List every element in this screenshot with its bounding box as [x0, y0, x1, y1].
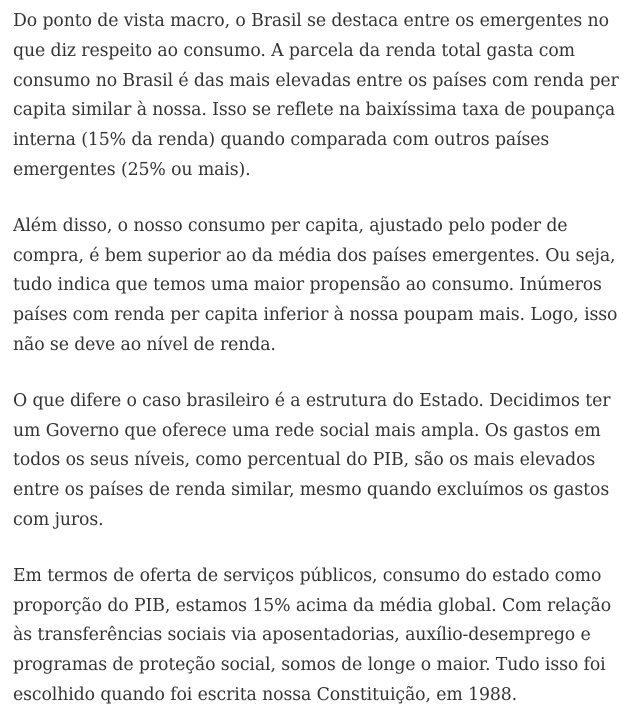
article-paragraph: Em termos de oferta de serviços públicos, consumo do estado como proporção do PIB, estamos 15% acima da média global. Com relação às transferências sociais via aposentadorias, auxílio-desemprego e programas de proteção social, somos de longe o maior. Tudo isso foi escolhido quando foi escrita nossa Constituição, em 1988. [13, 565, 612, 705]
article-paragraph: Além disso, o nosso consumo per capita, ajustado pelo poder de compra, é bem superior ao da média dos países emergentes. Ou seja, tudo indica que temos uma maior propensão ao consumo. Inúmeros países com renda per capita inferior à nossa poupam mais. Logo, isso não se deve ao nível de renda. [13, 215, 618, 355]
article-paragraph: Do ponto de vista macro, o Brasil se destaca entre os emergentes no que diz respeito ao consumo. A parcela da renda total gasta com consumo no Brasil é das mais elevadas entre os países com renda per capita similar à nossa. Isso se reflete na baixíssima taxa de poupança interna (15% da renda) quando comparada com outros países emergentes (25% ou mais). [13, 11, 619, 180]
article-paragraph: O que difere o caso brasileiro é a estrutura do Estado. Decidimos ter um Governo que oferece uma rede social mais ampla. Os gastos em todos os seus níveis, como percentual do PIB, são os mais elevados entre os países de renda similar, mesmo quando excluímos os gastos com juros. [13, 390, 611, 530]
